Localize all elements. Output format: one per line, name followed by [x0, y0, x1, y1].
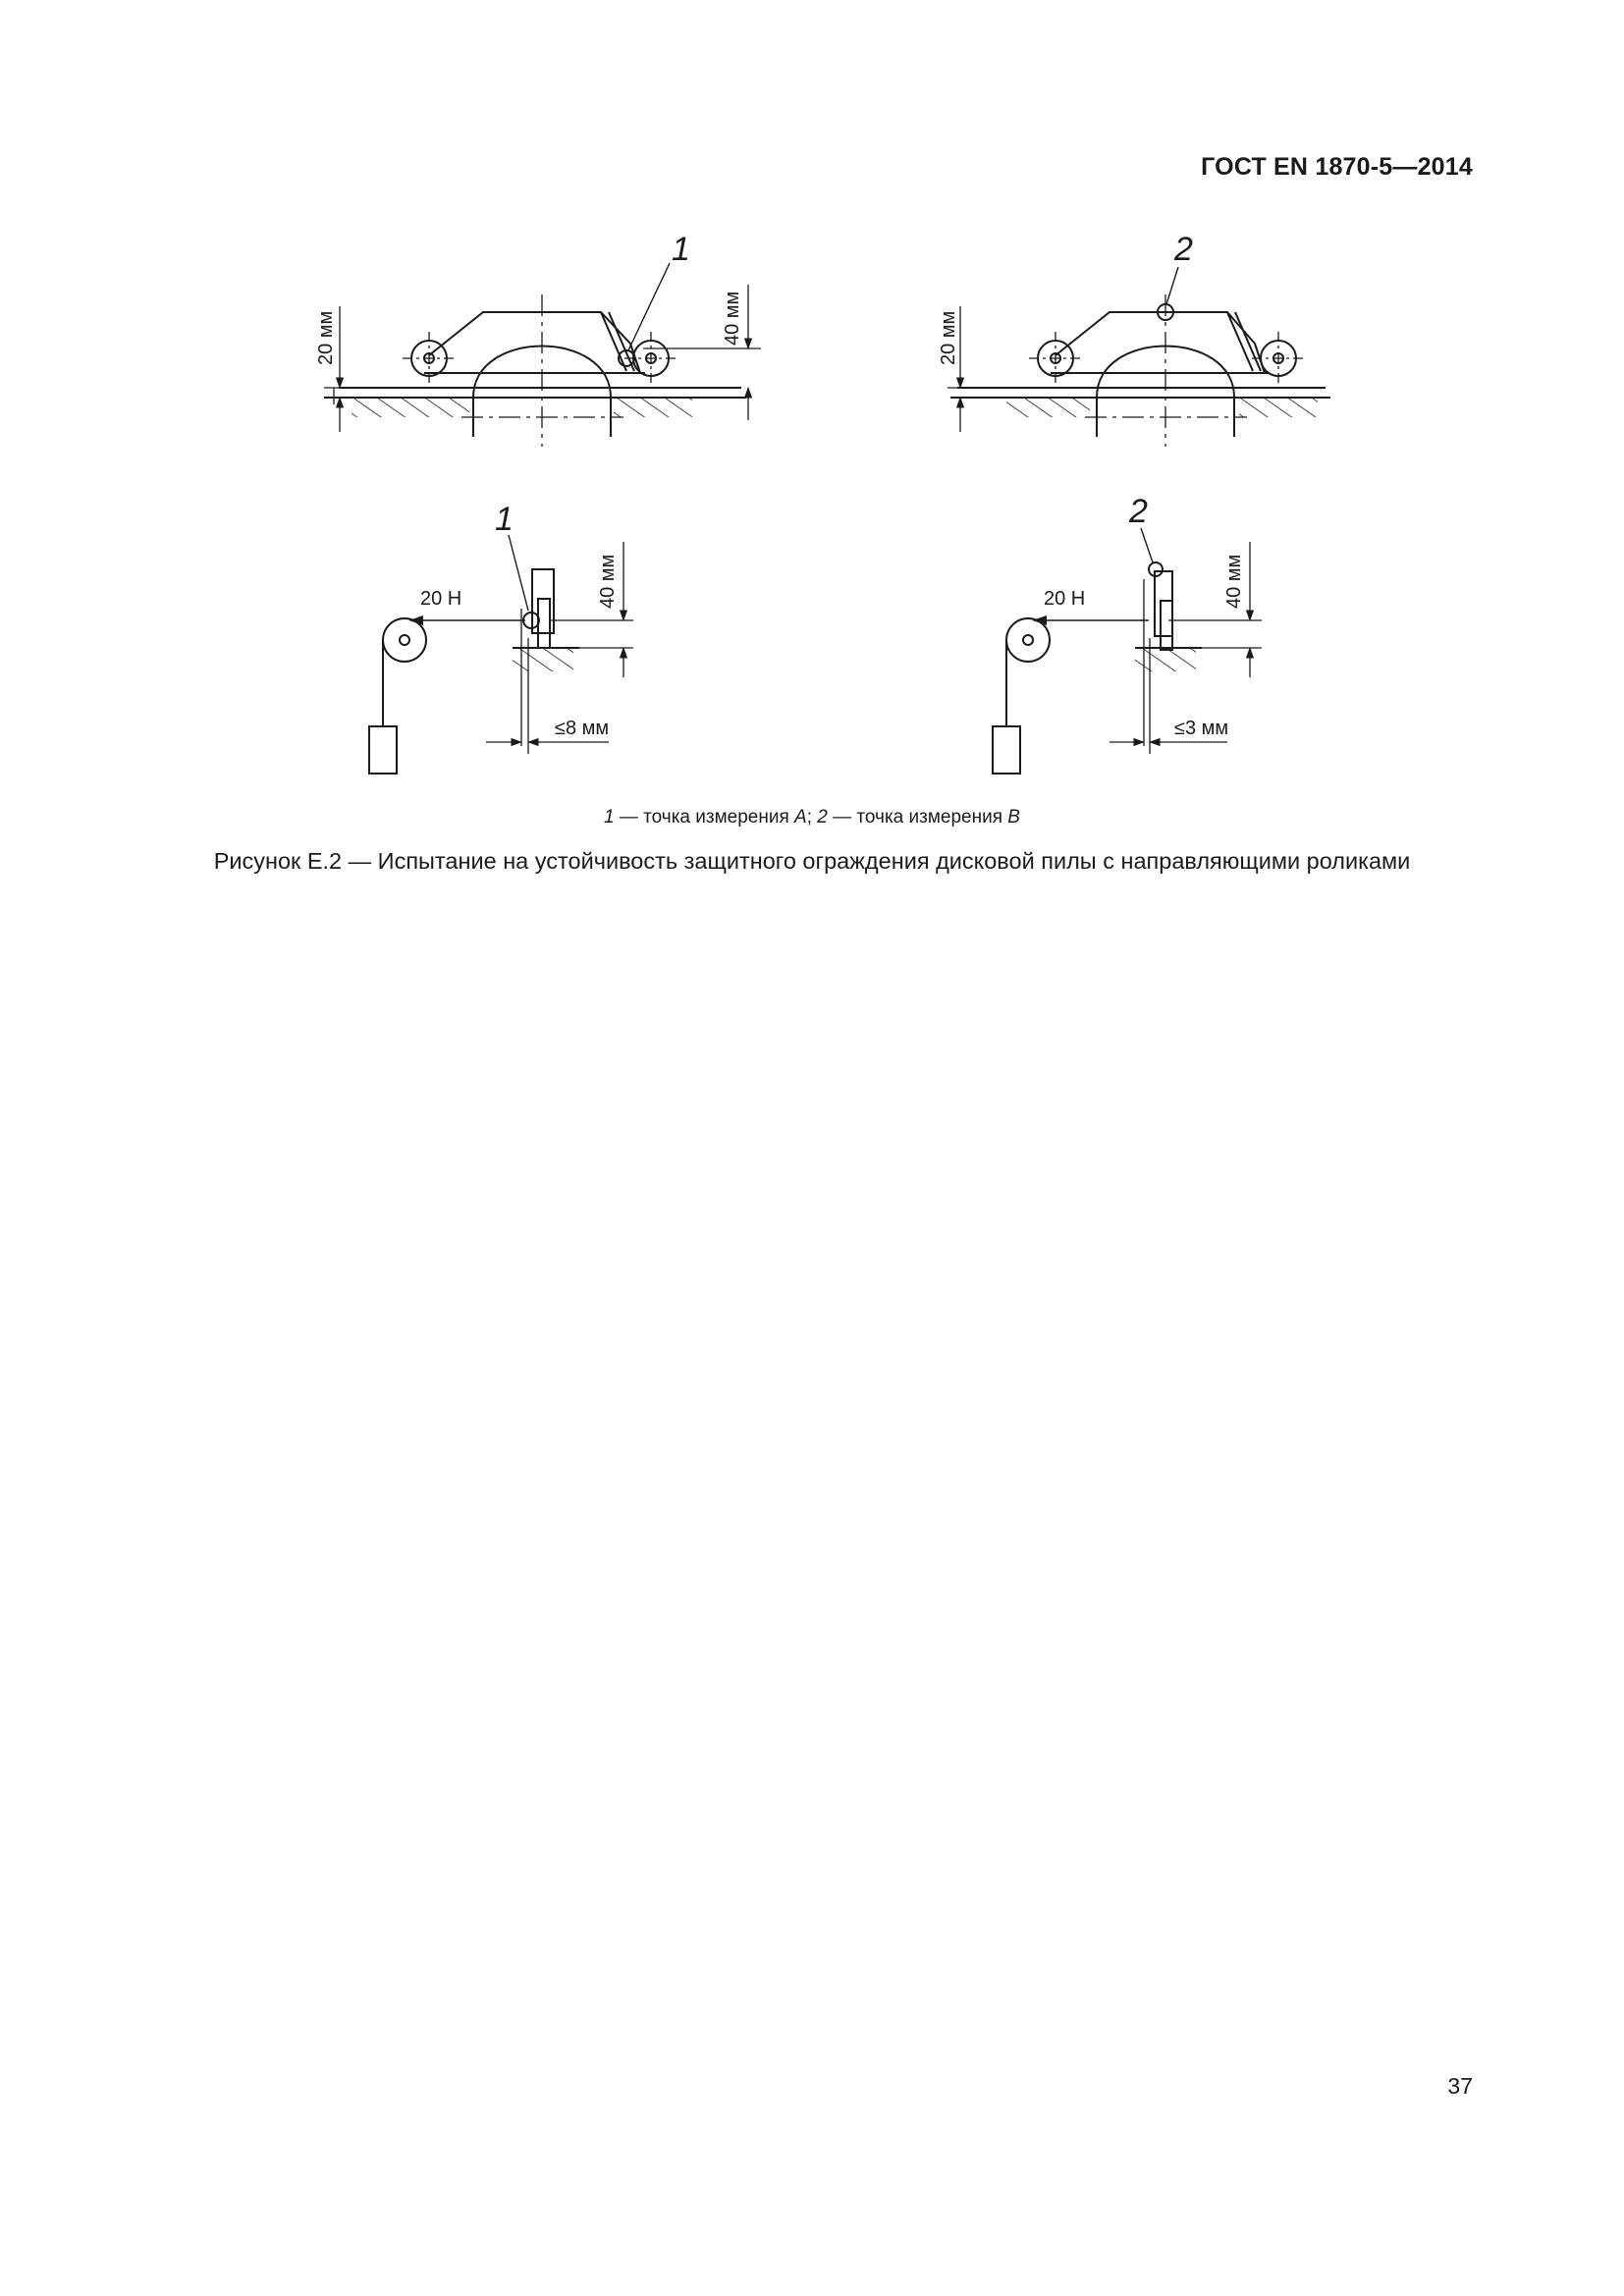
- dim-3mm-bottom-right: ≤3 мм: [1174, 718, 1229, 739]
- guard-top-left: [324, 263, 761, 447]
- legend-text-1: — точка измерения: [614, 807, 795, 828]
- dim-40mm-bottom-right: 40 мм: [1223, 554, 1245, 609]
- dim-8mm-bottom-left: ≤8 мм: [555, 718, 610, 739]
- dim-40mm-top-left: 40 мм: [722, 291, 743, 346]
- dim-40mm-bottom-left: 40 мм: [597, 554, 619, 609]
- technical-figure: [0, 0, 1624, 883]
- legend-number-1: 1: [604, 807, 615, 828]
- legend-separator: ;: [806, 807, 818, 828]
- callout-bottom-left: 1: [495, 501, 514, 538]
- dim-20mm-top-left: 20 мм: [315, 310, 337, 365]
- dim-20mm-top-right: 20 мм: [938, 310, 959, 365]
- figure-legend: [0, 807, 1624, 828]
- callout-top-right: 2: [1174, 231, 1193, 268]
- legend-number-2: 2: [817, 807, 828, 828]
- page-number: 37: [1447, 2073, 1473, 2099]
- force-label-right: 20 Н: [1044, 588, 1086, 610]
- callout-bottom-right: 2: [1129, 493, 1148, 530]
- figure-caption: Рисунок Е.2 — Испытание на устойчивость защитного ограждения дисковой пилы с направляющими роликами: [213, 848, 1411, 874]
- force-label-left: 20 Н: [420, 588, 462, 610]
- legend-text-2: — точка измерения: [827, 807, 1008, 828]
- legend-point-b: B: [1007, 807, 1020, 828]
- legend-point-a: A: [794, 807, 807, 828]
- document-header: ГОСТ EN 1870-5—2014: [1201, 153, 1473, 181]
- guard-top-right: [947, 267, 1330, 447]
- callout-top-left: 1: [672, 231, 690, 268]
